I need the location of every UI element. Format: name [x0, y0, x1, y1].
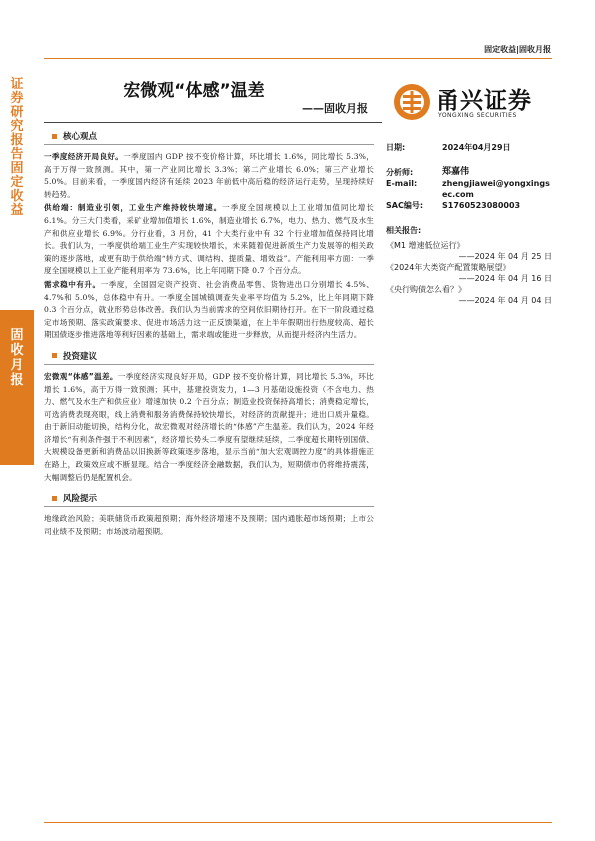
side-category-block — [0, 310, 34, 465]
sac-label: SAC编号: — [386, 201, 424, 210]
email-label: E-mail: — [386, 179, 418, 188]
date-label: 日期: — [386, 143, 406, 152]
email — [386, 178, 552, 200]
analyst-name: 郑嘉伟 — [442, 167, 470, 177]
paragraph-text: 一季度国内 GDP 按不变价格计算，环比增长 1.6%，同比增长 5.3%，高于万得一致预测。其中，第一产业同比增长 3.3%；第二产业增长 6.0%；第三产业增长 5.0%。目前来看，一季度国内经济有延续 2023 年前低中高后稳的经济运行走势，呈现持续好转趋势。 — [44, 152, 374, 199]
title-divider — [44, 122, 382, 123]
section-risk-warning — [44, 490, 374, 538]
info-sidebar — [386, 142, 552, 306]
analyst — [386, 167, 552, 178]
section-title: 核心观点 — [63, 132, 98, 142]
section-heading — [44, 128, 374, 145]
related-report-date: ——2024 年 04 月 16 日 — [458, 274, 552, 283]
report-title: 宏微观“体感”温差 — [123, 81, 265, 101]
paragraph — [44, 202, 374, 278]
paragraph — [44, 513, 374, 538]
section-heading — [44, 490, 374, 507]
paragraph-lead: 宏微观“体感”温差。 — [44, 371, 118, 381]
side-vertical-label: 证券研究报告 固定收益 — [10, 77, 24, 218]
paragraph-lead: 一季度经济开局良好。 — [44, 152, 124, 161]
square-bullet-icon — [52, 134, 57, 139]
paragraph — [44, 151, 374, 201]
paragraph-lead: 供给端：制造业引领，工业生产维持较快增速。 — [44, 203, 223, 213]
related-report-link[interactable]: 《央行购债怎么看？》 — [386, 285, 466, 294]
analyst-label: 分析师: — [386, 168, 414, 177]
paragraph — [44, 371, 374, 484]
section-heading — [44, 348, 374, 365]
logo-mark-icon — [392, 82, 432, 122]
section-title: 投资建议 — [63, 351, 98, 362]
square-bullet-icon — [52, 353, 57, 358]
related-report-date: ——2024 年 04 月 04 日 — [458, 296, 552, 305]
side-block-label: 固收月报 — [10, 328, 24, 388]
sac-value: S1760523080003 — [442, 201, 521, 210]
footer-divider — [44, 822, 552, 823]
main-content — [44, 128, 374, 539]
square-bullet-icon — [52, 496, 57, 501]
related-report-date: ——2024 年 04 月 25 日 — [458, 252, 552, 261]
section-title: 风险提示 — [63, 494, 98, 505]
logo-english-name: YONGXING SECURITIES — [438, 112, 517, 119]
section-core-views — [44, 128, 374, 342]
paragraph — [44, 279, 374, 342]
related-reports-title: 相关报告: — [386, 226, 422, 235]
report-date — [386, 142, 552, 153]
section-investment-advice — [44, 348, 374, 484]
paragraph-text: 一季度经济实现良好开局，GDP 按不变价格计算，同比增长 5.3%，环比增长 1.6%，高于万得一致预测；其中，基建投资发力，1—3 月基础设施投资（不含电力、热力、燃气及水生产和供应业）增速加快 0.2 个百分点；制造业投资保持高增长；消费稳定增长，可选消费表现亮眼，线上消费和服务消费保持较快增长，对经济的贡献提升；进出口质升量稳。由于新旧动能切换，结构分化，故宏微观对经济增长的“体感”产生温差。我们认为，2024 年经济增长“有利条件强于不利因素”，经济增长势头二季度有望继续延续，二季度超长期特别国债、大规模设备更新和消费品以旧换新等政策逐步落地，显示当前“加大宏观调控力度”的具体措施正在路上，政策效应或不断显现。结合一季度经济金融数据，我们认为，短期债市仍将维持震荡，大幅调整后仍是配置机会。 — [44, 371, 375, 482]
logo-chinese-name: 甬兴证券 — [436, 88, 532, 114]
report-category-label: 固定收益|固收月报 — [484, 45, 551, 54]
related-reports — [386, 225, 552, 306]
email-link[interactable]: zhengjiawei@yongxingsec.com — [442, 179, 550, 199]
related-report-link[interactable]: 《M1 增速低位运行》 — [386, 241, 465, 250]
date-value: 2024年04月29日 — [442, 143, 511, 152]
paragraph-text: 一季度，全国固定资产投资、社会消费品零售、货物进出口分别增长 4.5%、4.7%和 5.0%，总体稳中有升。一季度全国城镇调查失业率平均值为 5.2%，比上年同期下降 0.3 个百分点，就业形势总体改善。我们认为当前需求的空间依旧期待打开。在下一阶段通过稳定市场预期、落实政策要求、促进市场活力这一正反馈渠道，在上半年假期出行热度较高、超长期国债逐步推进落地等利好因素的基础上，需求端或能进一步释放，从而提升经济内生活力。 — [44, 279, 374, 340]
paragraph-lead: 需求稳中有升。 — [44, 279, 101, 289]
paragraph-text: 地缘政治风险；美联储货币政策超预期；海外经济增速不及预期；国内通胀超市场预期；上市公司业绩不及预期；市场波动超预期。 — [44, 514, 374, 536]
related-report-link[interactable]: 《2024年大类资产配置策略展望》 — [386, 263, 511, 272]
header-divider — [44, 58, 552, 59]
report-subtitle: ——固收月报 — [302, 102, 368, 115]
sac-number — [386, 200, 552, 211]
company-logo — [392, 80, 552, 128]
paragraph-text: 一季度全国规模以上工业增加值同比增长 6.1%。分三大门类看，采矿业增加值增长 1.6%，制造业增长 6.7%，电力、热力、燃气及水生产和供应业增长 6.9%。分行业看，3 月份，41 个大类行业中有 32 个行业增加值保持同比增长。我们认为，一季度供给端工业生产实现较快增长，未来随着促进新质生产力发展等的相关政策的逐步落地，或更有助于供给端“转方式、调结构、提质量、增效益”。产能利用率方面：一季度全国规模以上工业产能利用率为 73.6%，比上年同期下降 0.7 个百分点。 — [44, 203, 374, 276]
